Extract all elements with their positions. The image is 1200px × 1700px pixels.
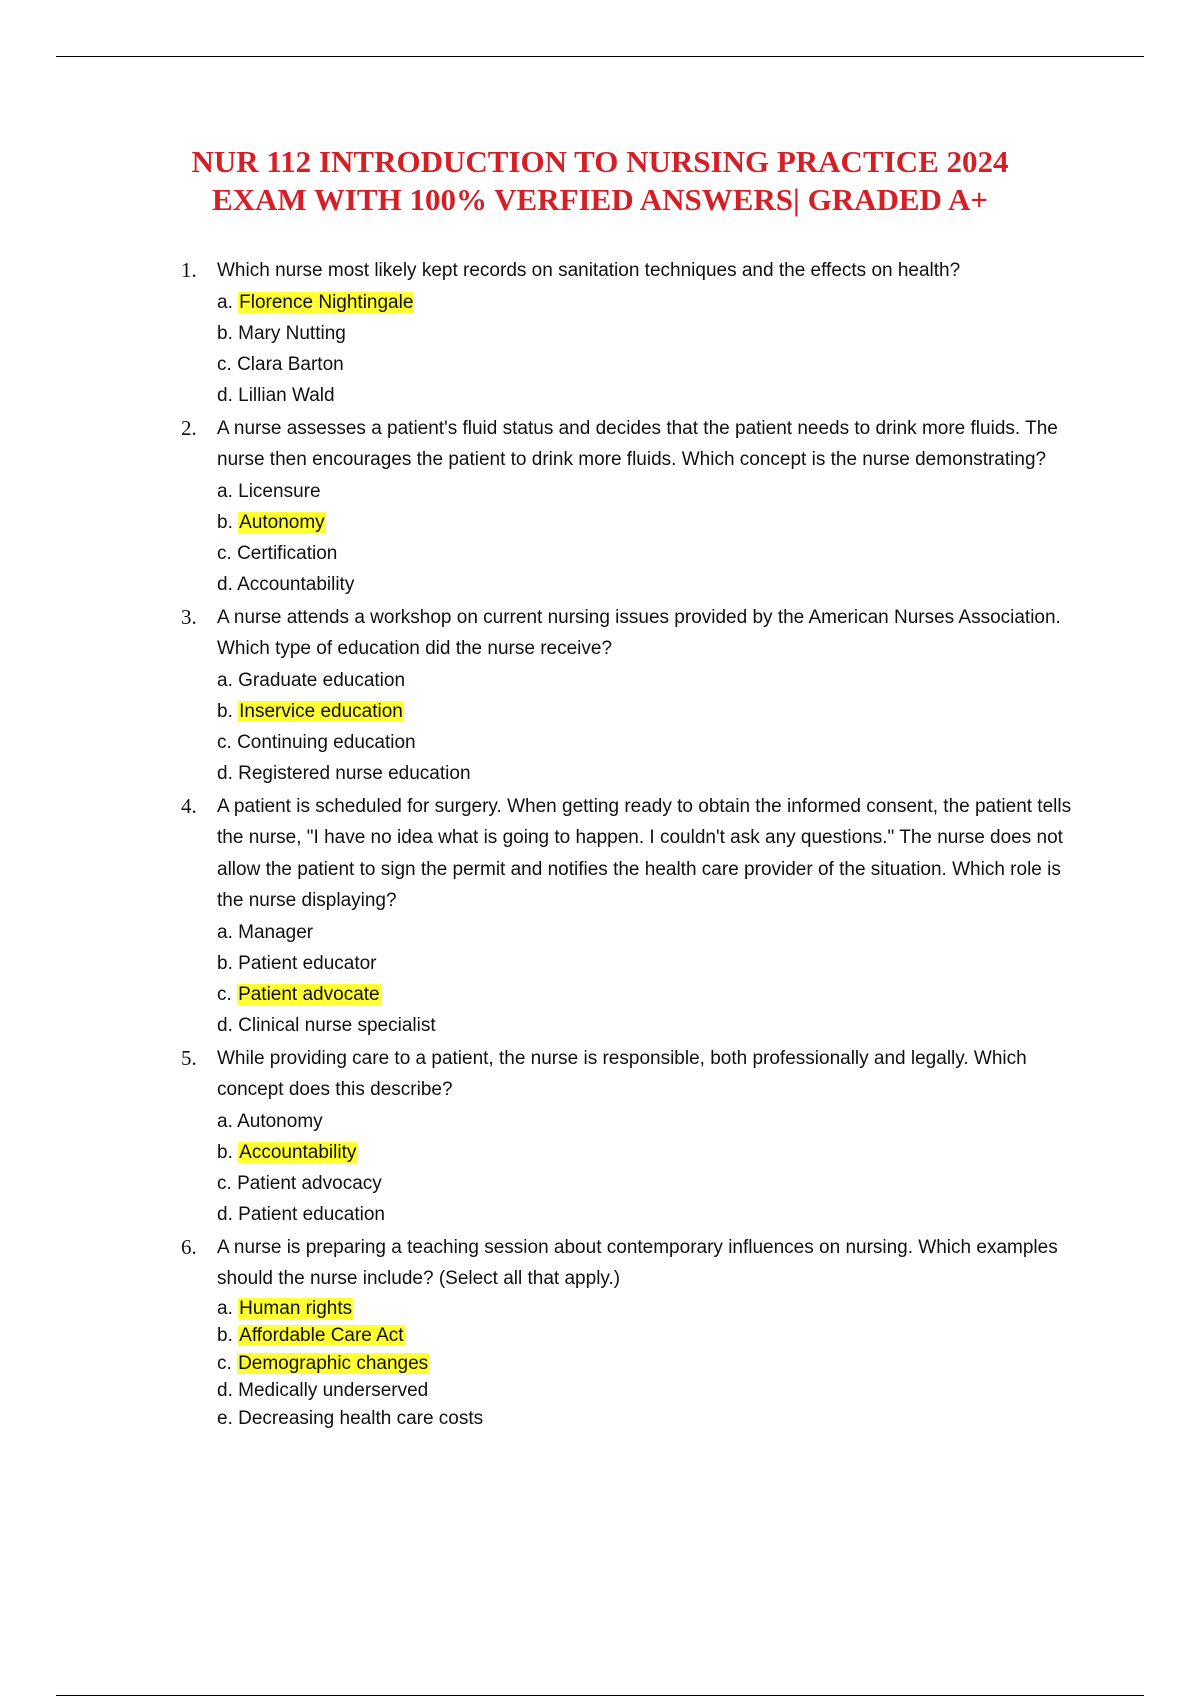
question-number: 2.	[181, 415, 197, 440]
option-letter: b.	[217, 322, 233, 344]
option-text: Decreasing health care costs	[238, 1407, 484, 1429]
question-2	[181, 413, 1087, 600]
question-text: While providing care to a patient, the nurse is responsible, both professionally and legally. Which concept does this describe?	[217, 1047, 1027, 1100]
option-letter: a.	[217, 1110, 233, 1132]
answer-option	[217, 318, 1087, 349]
option-text: Certification	[237, 542, 338, 564]
option-letter: b.	[217, 511, 233, 533]
option-text: Licensure	[238, 480, 321, 502]
option-text: Lillian Wald	[238, 384, 335, 406]
option-letter: a.	[217, 1297, 233, 1319]
answer-option	[217, 1322, 1087, 1350]
highlighted-correct-answer: Florence Nightingale	[239, 291, 414, 313]
title-line-1: NUR 112 INTRODUCTION TO NURSING PRACTICE 2024	[191, 144, 1009, 179]
question-3	[181, 602, 1087, 789]
question-text: A nurse attends a workshop on current nursing issues provided by the American Nurses Association. Which type of education did the nurse receive?	[217, 606, 1061, 659]
option-letter: b.	[217, 1325, 233, 1346]
question-number: 3.	[181, 604, 197, 629]
answer-option	[217, 380, 1087, 411]
option-letter: c.	[217, 983, 232, 1005]
option-letter: d.	[217, 1203, 233, 1225]
question-5	[181, 1043, 1087, 1230]
answer-option	[217, 1377, 1087, 1405]
answer-option	[217, 507, 1087, 538]
option-letter: c.	[217, 1352, 232, 1374]
answer-option	[217, 476, 1087, 507]
option-letter: c.	[217, 731, 232, 753]
option-text: Continuing education	[237, 731, 416, 753]
option-letter: c.	[217, 1172, 232, 1194]
highlighted-correct-answer: Human rights	[239, 1297, 353, 1319]
option-letter: b.	[217, 952, 233, 974]
option-letter: d.	[217, 1380, 233, 1401]
answer-option	[217, 948, 1087, 979]
question-text: A patient is scheduled for surgery. When getting ready to obtain the informed consent, the patient tells the nurse, "I have no idea what is going to happen. I couldn't ask any questions." The nurse does not allow the patient to sign the permit and notifies the health care provider of the situation. Which role is the nurse displaying?	[217, 795, 1072, 911]
question-1	[181, 255, 1087, 411]
option-letter: d.	[217, 762, 233, 784]
option-letter: c.	[217, 542, 232, 564]
highlighted-correct-answer: Affordable Care Act	[239, 1325, 404, 1346]
answer-option	[217, 1350, 1087, 1378]
highlighted-correct-answer: Demographic changes	[238, 1352, 429, 1374]
option-text: Medically underserved	[238, 1380, 429, 1401]
answer-option	[217, 538, 1087, 569]
answer-option	[217, 1405, 1087, 1433]
question-number: 6.	[181, 1234, 197, 1259]
option-text: Patient educator	[238, 952, 377, 974]
answer-option	[217, 917, 1087, 948]
option-letter: d.	[217, 384, 233, 406]
bottom-rule	[56, 1695, 1144, 1696]
option-text: Patient education	[238, 1203, 385, 1225]
question-text: A nurse assesses a patient's fluid status and decides that the patient needs to drink more fluids. The nurse then encourages the patient to drink more fluids. Which concept is the nurse demonstrating?	[217, 417, 1058, 470]
question-number: 1.	[181, 258, 197, 282]
answer-option	[217, 979, 1087, 1010]
option-text: Manager	[238, 921, 314, 943]
question-text: A nurse is preparing a teaching session about contemporary influences on nursing. Which examples should the nurse include? (Select all that apply.)	[217, 1236, 1058, 1289]
question-list	[0, 255, 1200, 1432]
answer-option	[217, 569, 1087, 600]
page-title	[0, 143, 1200, 219]
answer-option	[217, 1168, 1087, 1199]
answer-option	[217, 1199, 1087, 1230]
answer-option	[217, 1106, 1087, 1137]
option-text: Accountability	[237, 573, 355, 595]
option-text: Mary Nutting	[238, 322, 346, 344]
answer-option	[217, 349, 1087, 380]
option-letter: a.	[217, 291, 233, 313]
highlighted-correct-answer: Patient advocate	[238, 983, 380, 1005]
option-text: Graduate education	[238, 669, 406, 691]
answer-option	[217, 1295, 1087, 1323]
question-4	[181, 791, 1087, 1041]
answer-option	[217, 727, 1087, 758]
option-letter: b.	[217, 1141, 233, 1163]
option-letter: a.	[217, 480, 233, 502]
option-letter: e.	[217, 1407, 233, 1429]
answer-option	[217, 1010, 1087, 1041]
option-letter: a.	[217, 921, 233, 943]
answer-option	[217, 758, 1087, 789]
option-text: Clara Barton	[237, 353, 344, 375]
option-letter: a.	[217, 669, 233, 691]
question-6	[181, 1232, 1087, 1433]
option-text: Registered nurse education	[238, 762, 471, 784]
highlighted-correct-answer: Accountability	[239, 1141, 357, 1163]
option-text: Autonomy	[237, 1110, 323, 1132]
option-text: Patient advocacy	[237, 1172, 382, 1194]
option-text: Clinical nurse specialist	[238, 1014, 436, 1036]
title-line-2: EXAM WITH 100% VERFIED ANSWERS| GRADED A+	[211, 182, 989, 217]
option-letter: d.	[217, 573, 233, 595]
option-letter: c.	[217, 353, 232, 375]
answer-option	[217, 696, 1087, 727]
question-number: 5.	[181, 1045, 197, 1070]
answer-option	[217, 665, 1087, 696]
question-text: Which nurse most likely kept records on sanitation techniques and the effects on health?	[217, 260, 961, 281]
question-number: 4.	[181, 793, 197, 818]
highlighted-correct-answer: Autonomy	[239, 511, 325, 533]
answer-option	[217, 1137, 1087, 1168]
option-letter: b.	[217, 700, 233, 722]
option-letter: d.	[217, 1014, 233, 1036]
answer-option	[217, 287, 1087, 318]
top-rule	[56, 56, 1144, 57]
highlighted-correct-answer: Inservice education	[239, 700, 403, 722]
